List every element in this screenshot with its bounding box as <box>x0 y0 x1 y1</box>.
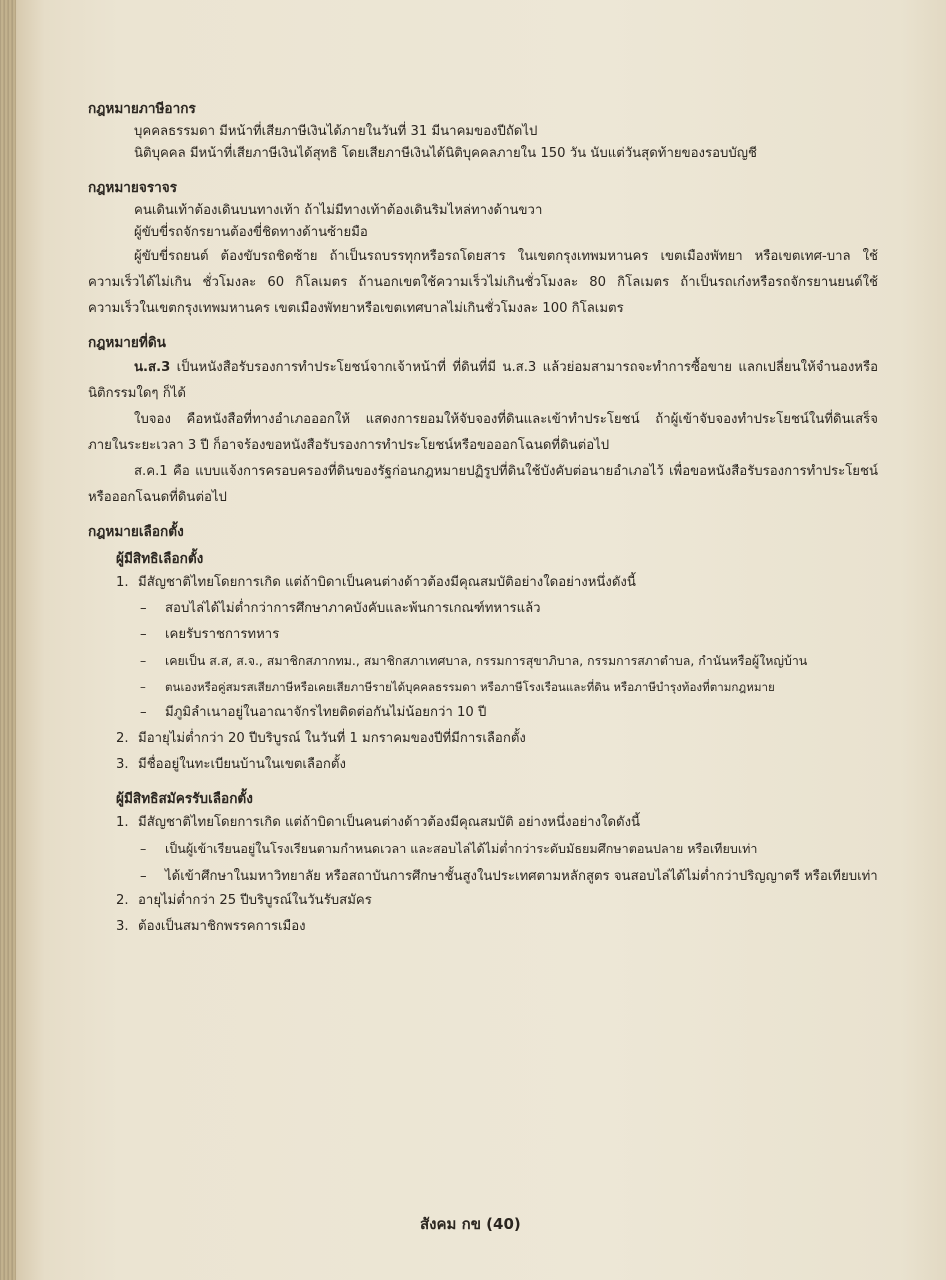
candidates-item-1 <box>88 812 878 838</box>
land-paragraph-sk1: ส.ค.1 คือ แบบแจ้งการครอบครองที่ดินของรัฐก่อนกฎหมายปฏิรูปที่ดินใช้บังคับต่อนายอำเภอไว้ เพื่อขอหนังสือรับรองการทำประโยชน์ หรือออกโฉนดที่ดินต่อไป <box>88 464 878 505</box>
voters-subitem-3 <box>88 650 878 676</box>
list-number: 2. <box>116 731 129 746</box>
heading-voters: ผู้มีสิทธิเลือกตั้ง <box>116 551 204 567</box>
land-ns3-text: เป็นหนังสือรับรองการทำประโยชน์จากเจ้าหน้าที่ ที่ดินที่มี น.ส.3 แล้วย่อมสามารถจะทำการซื้อขาย แลกเปลี่ยนให้จำนองหรือนิติกรรมใดๆ ก็ได้ <box>88 360 878 401</box>
list-number: 3. <box>116 919 129 934</box>
list-item-text: ต้องเป็นสมาชิกพรรคการเมือง <box>138 919 306 934</box>
heading-election-law: กฎหมายเลือกตั้ง <box>88 524 184 540</box>
dash-mark: – <box>140 869 147 884</box>
list-item-text: ตนเองหรือคู่สมรสเสียภาษีหรือเคยเสียภาษีรายได้บุคคลธรรมดา หรือภาษีโรงเรือนและที่ดิน หรือภาษีบำรุงท้องที่ตามกฎหมาย <box>165 680 775 694</box>
land-ns3-term: น.ส.3 <box>134 360 171 375</box>
voters-subitem-2 <box>88 624 878 650</box>
land-paragraph-ns3 <box>88 355 878 407</box>
dash-mark: – <box>140 653 147 668</box>
traffic-paragraph-motor-vehicle: ผู้ขับขี่รถยนต์ ต้องขับรถชิดซ้าย ถ้าเป็นรถบรรทุกหรือรถโดยสาร ในเขตกรุงเทพมหานคร เขตเมืองพัทยา หรือเขตเทศ-บาล ใช้ความเร็วได้ไม่เกิน ชั่วโมงละ 60 กิโลเมตร ถ้านอกเขตใช้ความเร็วไม่เกินชั่วโมงละ 80 กิโลเมตร ถ้าเป็นรถเก๋งหรือรถจักรยานยนต์ใช้ความเร็วในเขตกรุงเทพมหานคร เขตเมืองพัทยาหรือเขตเทศบาลไม่เกินชั่วโมงละ 100 กิโลเมตร <box>88 249 878 316</box>
list-item-text: เป็นผู้เข้าเรียนอยู่ในโรงเรียนตามกำหนดเวลา และสอบไล่ได้ไม่ต่ำกว่าระดับมัธยมศึกษาตอนปลาย หรือเทียบเท่า <box>165 841 758 856</box>
list-number: 1. <box>116 815 129 830</box>
voters-subitem-1 <box>88 598 878 624</box>
list-number: 2. <box>116 893 129 908</box>
list-item-text: เคยรับราชการทหาร <box>165 627 280 642</box>
page-footer: สังคม กข (40) <box>420 1215 521 1233</box>
tax-paragraph-individual: บุคคลธรรมดา มีหน้าที่เสียภาษีเงินได้ภายในวันที่ 31 มีนาคมของปีถัดไป <box>134 124 538 139</box>
heading-tax-law: กฎหมายภาษีอากร <box>88 101 196 117</box>
dash-mark: – <box>140 841 147 856</box>
heading-traffic-law: กฎหมายจราจร <box>88 180 178 196</box>
list-item-text: มีอายุไม่ต่ำกว่า 20 ปีบริบูรณ์ ในวันที่ 1 มกราคมของปีที่มีการเลือกตั้ง <box>138 731 526 746</box>
list-number: 1. <box>116 575 129 590</box>
list-item-text: มีภูมิลำเนาอยู่ในอาณาจักรไทยติดต่อกันไม่น้อยกว่า 10 ปี <box>165 705 487 720</box>
heading-land-law: กฎหมายที่ดิน <box>88 335 166 351</box>
page-content <box>88 92 878 942</box>
traffic-paragraph-pedestrian: คนเดินเท้าต้องเดินบนทางเท้า ถ้าไม่มีทางเท้าต้องเดินริมไหล่ทางด้านขวา <box>134 203 543 218</box>
candidates-subitem-2 <box>88 864 878 890</box>
list-item-text: สอบไล่ได้ไม่ต่ำกว่าการศึกษาภาคบังคับและพ้นการเกณฑ์ทหารแล้ว <box>165 601 541 616</box>
heading-candidates: ผู้มีสิทธิสมัครรับเลือกตั้ง <box>116 791 253 807</box>
dash-mark: – <box>140 705 147 720</box>
list-item-text: อายุไม่ต่ำกว่า 25 ปีบริบูรณ์ในวันรับสมัคร <box>138 893 372 908</box>
page-stack-edge <box>0 0 16 1280</box>
voters-item-3 <box>88 754 878 780</box>
traffic-paragraph-bicycle: ผู้ขับขี่รถจักรยานต้องขี่ชิดทางด้านซ้ายมือ <box>134 225 368 240</box>
voters-item-1 <box>88 572 878 598</box>
candidates-subitem-1 <box>88 838 878 864</box>
dash-mark: – <box>140 680 146 694</box>
list-number: 3. <box>116 757 129 772</box>
voters-subitem-5 <box>88 702 878 728</box>
list-item-text: เคยเป็น ส.ส, ส.จ., สมาชิกสภากทม., สมาชิกสภาเทศบาล, กรรมการสุขาภิบาล, กรรมการสภาตำบล, กำนันหรือผู้ใหญ่บ้าน <box>165 653 808 668</box>
list-item-text: มีสัญชาติไทยโดยการเกิด แต่ถ้าบิดาเป็นคนต่างด้าวต้องมีคุณสมบัติ อย่างหนึ่งอย่างใดดังนี้ <box>138 815 641 830</box>
voters-subitem-4 <box>88 676 878 702</box>
candidates-item-3 <box>88 916 878 942</box>
dash-mark: – <box>140 601 147 616</box>
candidates-item-2 <box>88 890 878 916</box>
tax-paragraph-juristic: นิติบุคคล มีหน้าที่เสียภาษีเงินได้สุทธิ โดยเสียภาษีเงินได้นิติบุคคลภายใน 150 วัน นับแต่วันสุดท้ายของรอบบัญชี <box>134 146 757 161</box>
voters-item-2 <box>88 728 878 754</box>
dash-mark: – <box>140 627 147 642</box>
land-paragraph-bai-jong: ใบจอง คือหนังสือที่ทางอำเภอออกให้ แสดงการยอมให้จับจองที่ดินและเข้าทำประโยชน์ ถ้าผู้เข้าจับจองทำประโยชน์ในที่ดินเสร็จภายในระยะเวลา 3 ปี ก็อาจร้องขอหนังสือรับรองการทำประโยชน์หรือขอออกโฉนดที่ดินต่อไป <box>88 412 878 453</box>
list-item-text: มีชื่ออยู่ในทะเบียนบ้านในเขตเลือกตั้ง <box>138 757 346 772</box>
list-item-text: ได้เข้าศึกษาในมหาวิทยาลัย หรือสถาบันการศึกษาชั้นสูงในประเทศตามหลักสูตร จนสอบไล่ได้ไม่ต่ำกว่าปริญญาตรี หรือเทียบเท่า <box>165 869 878 884</box>
list-item-text: มีสัญชาติไทยโดยการเกิด แต่ถ้าบิดาเป็นคนต่างด้าวต้องมีคุณสมบัติอย่างใดอย่างหนึ่งดังนี้ <box>138 575 636 590</box>
